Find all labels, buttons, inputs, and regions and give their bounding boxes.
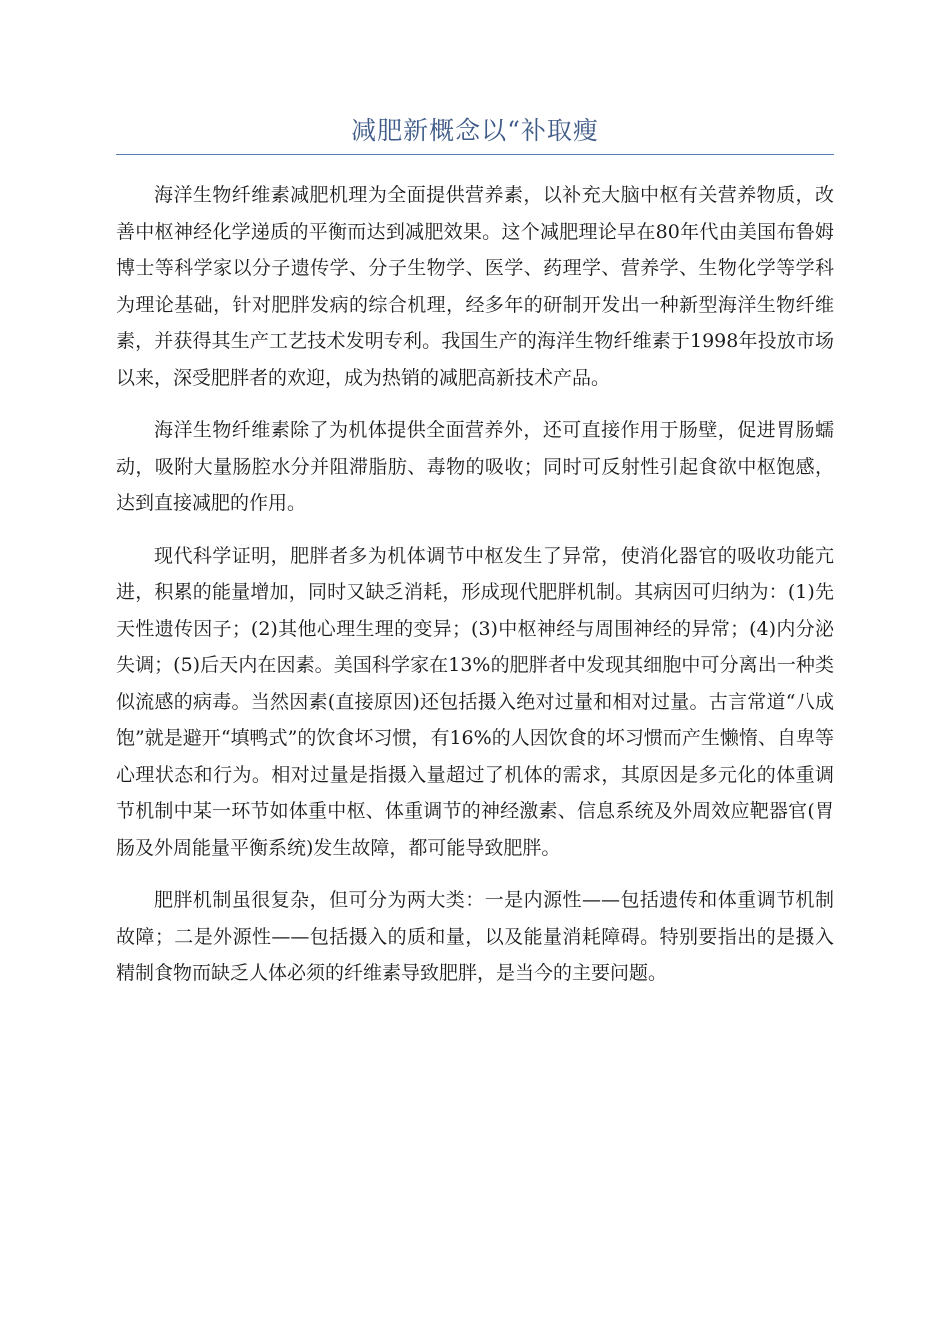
- paragraph-1: 海洋生物纤维素减肥机理为全面提供营养素，以补充大脑中枢有关营养物质，改善中枢神经化学递质的平衡而达到减肥效果。这个减肥理论早在80年代由美国布鲁姆博士等科学家以分子遗传学、分子生物学、医学、药理学、营养学、生物化学等学科为理论基础，针对肥胖发病的综合机理，经多年的研制开发出一种新型海洋生物纤维素，并获得其生产工艺技术发明专利。我国生产的海洋生物纤维素于1998年投放市场以来，深受肥胖者的欢迎，成为热销的减肥高新技术产品。: [116, 184, 834, 389]
- paragraph-4: 肥胖机制虽很复杂，但可分为两大类：一是内源性——包括遗传和体重调节机制故障；二是外源性——包括摄入的质和量，以及能量消耗障碍。特别要指出的是摄入精制食物而缺乏人体必须的纤维素导致肥胖，是当今的主要问题。: [116, 889, 834, 984]
- paragraph-3: 现代科学证明，肥胖者多为机体调节中枢发生了异常，使消化器官的吸收功能亢进，积累的能量增加，同时又缺乏消耗，形成现代肥胖机制。其病因可归纳为：(1)先天性遗传因子；(2)其他心理生理的变异；(3)中枢神经与周围神经的异常；(4)内分泌失调；(5)后天内在因素。美国科学家在13%的肥胖者中发现其细胞中可分离出一种类似流感的病毒。当然因素(直接原因)还包括摄入绝对过量和相对过量。古言常道“八成饱”就是避开“填鸭式”的饮食坏习惯，有16%的人因饮食的坏习惯而产生懒惰、自卑等心理状态和行为。相对过量是指摄入量超过了机体的需求，其原因是多元化的体重调节机制中某一环节如体重中枢、体重调节的神经激素、信息系统及外周效应靶器官(胃肠及外周能量平衡系统)发生故障，都可能导致肥胖。: [116, 544, 834, 859]
- document-title: 减肥新概念以“补取瘦: [351, 116, 599, 145]
- title-underline: [116, 154, 834, 155]
- paragraph-2: 海洋生物纤维素除了为机体提供全面营养外，还可直接作用于肠壁，促进胃肠蠕动，吸附大量肠腔水分并阻滞脂肪、毒物的吸收；同时可反射性引起食欲中枢饱感，达到直接减肥的作用。: [116, 419, 834, 514]
- document-body: [116, 177, 834, 1008]
